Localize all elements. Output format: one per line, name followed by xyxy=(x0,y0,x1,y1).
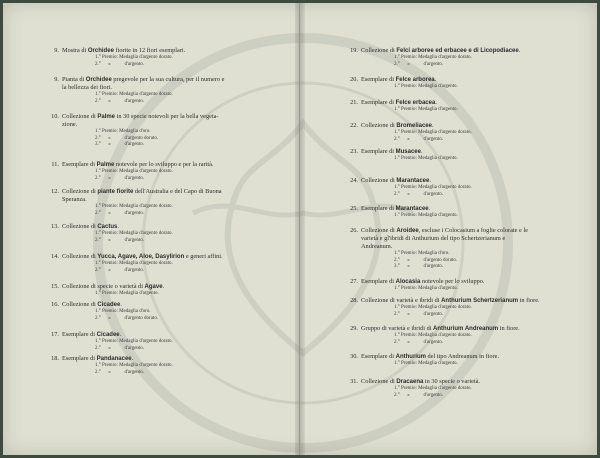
catalog-entry xyxy=(344,177,584,198)
prize-line: 2.° » d'argento dorato. xyxy=(95,135,159,141)
entry-subject: Felce arborea xyxy=(395,77,435,83)
document-spread xyxy=(3,3,597,455)
prize-line: 1.° Premio: Medaglia d'argento dorato. xyxy=(95,339,173,344)
entry-text: Collezione di xyxy=(361,122,397,129)
prize-line: 1.° Premio: Medaglia d'argento dorato. xyxy=(95,55,173,60)
prize-line: 2.° » d'argento. xyxy=(394,339,444,345)
entry-continuation: la bellezza dei fiori. xyxy=(62,84,112,91)
catalog-entry xyxy=(45,161,283,182)
entry-number: 21. xyxy=(350,99,358,106)
catalog-entry xyxy=(45,113,283,149)
entry-number: 19. xyxy=(350,47,358,54)
entry-number: 23. xyxy=(350,148,358,155)
entry-subject: Orchidee xyxy=(87,48,114,54)
entry-text: Esemplare di xyxy=(361,99,396,106)
prize-line: 2.° » d'argento. xyxy=(394,61,444,67)
entry-subject: Alocasia xyxy=(395,279,421,285)
catalog-entry xyxy=(344,378,584,399)
entry-title xyxy=(344,47,584,55)
entry-title xyxy=(344,122,584,130)
entry-continuation: Andreanum. xyxy=(361,243,393,250)
entry-number: 28. xyxy=(350,297,358,304)
entry-subject: Marantacee xyxy=(396,178,430,184)
prize-line: 2.° » d'argento. xyxy=(95,237,145,243)
prize-line: 2.° » d'argento. xyxy=(394,311,444,317)
prize-line: 3.° » d'argento. xyxy=(95,142,145,148)
catalog-entry xyxy=(45,283,283,298)
prize-line: 1.° Premio: Medaglia d'argento. xyxy=(394,107,458,112)
prize-line: 2.° » d'argento dorato. xyxy=(95,315,159,321)
entry-number: 12. xyxy=(51,188,59,195)
entry-text: Collezione di xyxy=(361,378,397,385)
entry-number: 20. xyxy=(350,76,358,83)
entry-text: Esemplare di xyxy=(361,205,396,212)
entry-title xyxy=(344,278,584,286)
entry-text: . xyxy=(420,148,423,155)
entry-number: 9. xyxy=(54,47,59,54)
prize-line: 1.° Premio: Medaglia d'argento. xyxy=(394,156,458,161)
entry-text: fiorite in 12 fiori esemplari. xyxy=(113,47,186,54)
prize-line: 2.° » d'argento. xyxy=(394,392,444,398)
entry-title xyxy=(344,325,584,333)
entry-text: in fiore. xyxy=(518,297,540,304)
prize-line: 1.° Premio: Medaglia d'argento dorato. xyxy=(95,204,173,209)
entry-text: Esemplare di xyxy=(361,278,396,285)
entry-title xyxy=(45,47,283,55)
entry-text: Collezione di xyxy=(62,113,98,120)
prize-line: 1.° Premio: Medaglia d'argento dorato. xyxy=(394,55,472,60)
entry-number: 16. xyxy=(51,301,59,308)
entry-number: 14. xyxy=(51,253,59,260)
entry-title xyxy=(45,113,283,121)
entry-text: Esemplare di xyxy=(361,353,396,360)
entry-number: 9. xyxy=(54,76,59,83)
prize-line: 1.° Premio: Medaglia d'argento dorato. xyxy=(95,92,173,97)
prize-line: 2.° » d'argento. xyxy=(95,175,145,181)
prize-line: 1.° Premio: Medaglia d'argento dorato. xyxy=(95,169,173,174)
entry-text: . xyxy=(119,331,122,338)
prize-line: 2.° » d'argento. xyxy=(95,369,145,375)
entry-subject: Felci arboree ed erbacee e di Licopodiacee xyxy=(396,48,519,54)
entry-number: 10. xyxy=(51,113,59,120)
entry-title xyxy=(344,227,584,235)
entry-text: in 30 specie notevoli per la bella vegeta- xyxy=(115,113,219,120)
catalog-entry xyxy=(45,223,283,244)
entry-subject: Pandanacee xyxy=(96,356,132,362)
prize-line: 1.° Premio: Medaglia d'argento. xyxy=(394,286,458,291)
entry-subject: Cactus xyxy=(97,224,118,230)
entry-title xyxy=(344,99,584,107)
catalog-entry xyxy=(344,227,584,271)
entry-text: . xyxy=(120,301,122,308)
entry-text: Collezione di xyxy=(361,177,397,184)
entry-subject: Aroidee xyxy=(396,228,419,234)
prize-line: 1.° Premio: Medaglia d'oro. xyxy=(95,309,151,314)
entry-number: 18. xyxy=(51,355,59,362)
entry-subject: Felce erbacea xyxy=(395,100,436,106)
prize-line: 2.° » d'argento dorato. xyxy=(394,257,458,263)
entry-text: Collezione di xyxy=(62,223,98,230)
entry-number: 17. xyxy=(51,331,59,338)
prize-line: 2.° » d'argento. xyxy=(95,98,145,104)
right-page xyxy=(300,3,597,455)
entry-subject: Cicadee xyxy=(97,302,121,308)
entry-text: Esemplare di xyxy=(62,331,97,338)
entry-number: 11. xyxy=(51,161,59,168)
catalog-entry xyxy=(344,122,584,143)
catalog-entry xyxy=(45,301,283,322)
entry-text: in fiore. xyxy=(498,325,520,332)
entry-text: Esemplare di xyxy=(62,355,97,362)
prize-line: 1.° Premio: Medaglia d'argento dorato. xyxy=(394,305,472,310)
entry-subject: Cicadee xyxy=(96,332,120,338)
entry-text: Collezione di xyxy=(62,188,98,195)
entry-number: 13. xyxy=(51,223,59,230)
catalog-entry xyxy=(45,47,283,68)
entry-title xyxy=(45,283,283,291)
entry-subject: Anthurium Schertzerianum xyxy=(441,298,519,304)
entry-title xyxy=(344,177,584,185)
entry-subject: piante fiorite xyxy=(97,189,134,195)
prize-line: 1.° Premio: Medaglia d'argento dorato. xyxy=(394,333,472,338)
entry-title xyxy=(45,188,283,196)
entry-number: 31. xyxy=(350,378,358,385)
entry-subject: Bromeliacee xyxy=(396,123,433,129)
prize-line: 1.° Premio: Medaglia d'argento. xyxy=(394,84,458,89)
entry-title xyxy=(45,301,283,309)
entry-text: . xyxy=(435,99,437,106)
entry-text: del tipo Andreanum in fiore. xyxy=(425,353,500,360)
prize-line: 1.° Premio: Medaglia d'argento dorato. xyxy=(95,261,173,266)
prize-line: 1.° Premio: Medaglia d'argento. xyxy=(95,291,159,296)
catalog-entry xyxy=(344,278,584,293)
entry-number: 22. xyxy=(350,122,358,129)
entry-text: Collezione di xyxy=(62,253,98,260)
entry-text: Mostra di xyxy=(62,47,88,54)
entry-title xyxy=(344,353,584,361)
entry-subject: Yucca, Agave, Aloe, Dasylirion xyxy=(97,254,185,260)
entry-text: Collezione di xyxy=(62,301,98,308)
catalog-entry xyxy=(45,355,283,376)
catalog-entry xyxy=(344,353,584,368)
entry-number: 25. xyxy=(350,205,358,212)
entry-continuation: Speranza. xyxy=(62,196,87,203)
entry-text: notevole per lo sviluppo e per la rarità. xyxy=(114,161,214,168)
catalog-entry xyxy=(344,76,584,91)
entry-text: e generi affini. xyxy=(184,253,223,260)
entry-number: 29. xyxy=(350,325,358,332)
entry-subject: Palme xyxy=(96,162,115,168)
catalog-entry xyxy=(45,188,283,217)
entry-number: 26. xyxy=(350,227,358,234)
entry-subject: Anthurium Andreanum xyxy=(433,326,499,332)
catalog-entry xyxy=(45,331,283,352)
left-page xyxy=(3,3,300,455)
entry-text: Collezione di specie o varietà di xyxy=(62,283,145,290)
entry-text: . xyxy=(131,355,134,362)
entry-title xyxy=(45,253,283,261)
prize-line: 1.° Premio: Medaglia d'argento dorato. xyxy=(394,185,472,190)
entry-text: . xyxy=(432,122,434,129)
entry-number: 15. xyxy=(51,283,59,290)
prize-line: 1.° Premio: Medaglia d'argento. xyxy=(394,213,458,218)
entry-title xyxy=(45,331,283,339)
entry-text: . xyxy=(429,177,431,184)
prize-line: 1.° Premio: Medaglia d'argento dorato. xyxy=(95,363,173,368)
entry-title xyxy=(45,355,283,363)
entry-text: Pianta di xyxy=(62,76,86,83)
entry-text: . xyxy=(518,47,521,54)
prize-line: 2.° » d'argento. xyxy=(95,267,145,273)
entry-text: Esemplare di xyxy=(361,148,396,155)
entry-title xyxy=(45,76,283,84)
catalog-entry xyxy=(344,297,584,318)
catalog-entry xyxy=(344,325,584,346)
prize-line: 1.° Premio: Medaglia d'argento dorato. xyxy=(95,231,173,236)
entry-number: 27. xyxy=(350,278,358,285)
entry-subject: Marantacee xyxy=(395,206,429,212)
entry-text: . xyxy=(428,205,431,212)
entry-text: . xyxy=(162,283,165,290)
entry-title xyxy=(344,378,584,386)
entry-subject: Palme xyxy=(97,114,116,120)
entry-title xyxy=(344,148,584,156)
entry-text: pregevole per la sua cultura, per il numero e xyxy=(111,76,225,83)
prize-line: 2.° » d'argento. xyxy=(95,345,145,351)
prize-line: 2.° » d'argento. xyxy=(394,136,444,142)
prize-line: 1.° Premio: Medaglia d'oro. xyxy=(95,129,151,134)
catalog-entry xyxy=(45,76,283,105)
catalog-entry xyxy=(45,253,283,274)
entry-title xyxy=(344,297,584,305)
catalog-entry xyxy=(344,148,584,163)
entry-subject: Dracaena xyxy=(396,379,424,385)
entry-title xyxy=(45,161,283,169)
entry-subject: Musacee xyxy=(395,149,421,155)
entry-subject: Orchidee xyxy=(85,77,112,83)
entry-text: . xyxy=(117,223,119,230)
entry-subject: Anthurium xyxy=(395,354,426,360)
entry-text: Collezione di xyxy=(361,47,397,54)
entry-title xyxy=(344,205,584,213)
entry-text: Esemplare di xyxy=(361,76,396,83)
prize-line: 1.° Premio: Medaglia d'argento. xyxy=(394,361,458,366)
entry-number: 24. xyxy=(350,177,358,184)
entry-text: . xyxy=(434,76,437,83)
catalog-entry xyxy=(344,47,584,68)
entry-continuation: zione. xyxy=(62,121,78,128)
entry-title xyxy=(344,76,584,84)
prize-line: 2.° » d'argento. xyxy=(95,210,145,216)
catalog-entry xyxy=(344,99,584,114)
entry-text: Collezione di varietà e ibridi di xyxy=(361,297,442,304)
entry-title xyxy=(45,223,283,231)
entry-subject: Agave xyxy=(144,284,163,290)
prize-line: 2.° » d'argento. xyxy=(394,191,444,197)
entry-text: Collezione di xyxy=(361,227,397,234)
entry-text: notevole per lo sviluppo. xyxy=(420,278,485,285)
catalog-entry xyxy=(344,205,584,220)
entry-text: Esemplare di xyxy=(62,161,97,168)
prize-line: 1.° Premio: Medaglia d'argento dorato. xyxy=(394,130,472,135)
prize-line: 1.° Premio: Medaglia d'argento dorato. xyxy=(394,386,472,391)
prize-line: 1.° Premio: Medaglia d'oro. xyxy=(394,251,450,256)
entry-text: dell'Australia e del Capo di Buona xyxy=(133,188,222,195)
entry-number: 30. xyxy=(350,353,358,360)
entry-text: , escluse i Colocasium a foglie colorate e le xyxy=(418,227,528,234)
entry-continuation: varietà e gl'ibridi di Anthurium del tipo Schertzerianum e xyxy=(361,235,506,242)
entry-text: in 30 specie o varietà. xyxy=(423,378,481,385)
prize-line: 3.° » d'argento. xyxy=(394,264,444,270)
prize-line: 2.° » d'argento. xyxy=(95,61,145,67)
entry-text: Gruppo di varietà e ibridi di xyxy=(361,325,434,332)
